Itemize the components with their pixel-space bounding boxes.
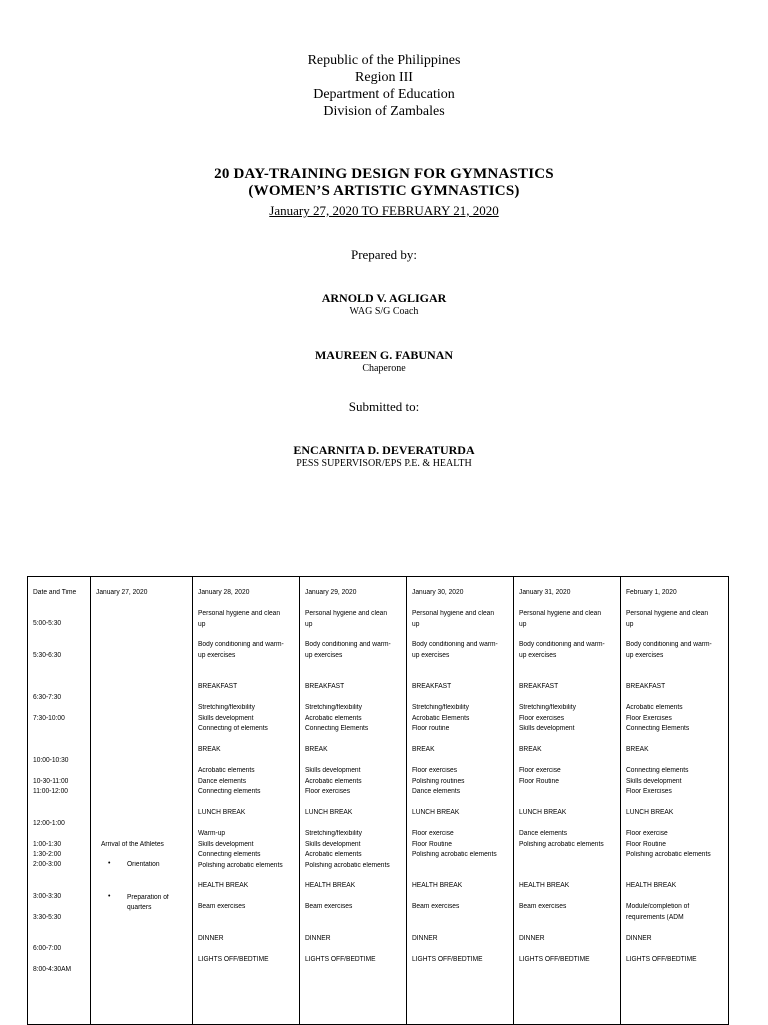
- late-afternoon-activity: Module/completion of: [626, 903, 690, 910]
- afternoon-activity: Floor exercise: [626, 830, 668, 837]
- day-date: January 31, 2020: [519, 589, 571, 596]
- day-column: [193, 577, 300, 1025]
- preparer-name-2: MAUREEN G. FABUNAN: [314, 348, 454, 362]
- morning-activity: Acrobatic elements: [305, 714, 362, 722]
- time-slot: 11:00-12:00: [33, 788, 69, 795]
- morning-activity: Connecting Elements: [626, 725, 690, 732]
- lunch-label: LUNCH BREAK: [626, 809, 674, 816]
- break-label: BREAK: [305, 746, 328, 753]
- afternoon-activity: Stretching/flexibility: [305, 830, 362, 837]
- arrival-text: Arrival of the Athletes: [101, 841, 164, 848]
- preparer-role-1: WAG S/G Coach: [349, 306, 419, 317]
- lights-off-label: LIGHTS OFF/BEDTIME: [626, 956, 697, 963]
- late-morning-activity: Floor exercise: [519, 767, 561, 774]
- document-subtitle: (WOMEN’S ARTISTIC GYMNASTICS): [248, 183, 520, 199]
- afternoon-activity: Skills development: [305, 840, 361, 848]
- supervisor-role: PESS SUPERVISOR/EPS P.E. & HEALTH: [296, 458, 472, 469]
- day-date: January 27, 2020: [96, 589, 148, 596]
- late-morning-activity: Floor exercises: [305, 788, 351, 795]
- break-label: BREAK: [412, 746, 435, 753]
- time-slot: 12:00-1:00: [33, 820, 65, 827]
- morning-activity: Floor exercises: [519, 714, 565, 722]
- afternoon-activity: Connecting elements: [198, 851, 261, 858]
- break-label: BREAK: [626, 746, 649, 753]
- time-slot: 2:00-3:00: [33, 861, 62, 868]
- day-column-jan27: [91, 577, 193, 1025]
- preparer-role-2: Chaperone: [362, 363, 406, 374]
- breakfast-label: BREAKFAST: [412, 683, 452, 690]
- breakfast-label: BREAKFAST: [198, 683, 238, 690]
- late-afternoon-activity: requirements (ADM: [626, 913, 684, 921]
- hygiene-activity: Personal hygiene and clean up: [519, 610, 602, 628]
- lunch-label: LUNCH BREAK: [198, 809, 246, 816]
- time-slot: 1:00-1:30: [33, 841, 62, 848]
- day-column: [407, 577, 514, 1025]
- conditioning-activity: Body conditioning and warm-up exercises: [519, 641, 605, 659]
- time-slot: 5:30-6:30: [33, 652, 62, 659]
- time-column-header: Date and Time: [33, 589, 77, 596]
- dinner-label: DINNER: [626, 935, 652, 942]
- day-column: [514, 577, 621, 1025]
- late-morning-activity: Polishing routines: [412, 777, 465, 785]
- lights-off-label: LIGHTS OFF/BEDTIME: [519, 956, 590, 963]
- morning-activity: Acrobatic Elements: [412, 714, 470, 722]
- afternoon-activity: Floor Routine: [412, 840, 452, 848]
- late-morning-activity: Connecting elements: [626, 767, 689, 774]
- conditioning-activity: Body conditioning and warm-up exercises: [198, 641, 284, 659]
- late-morning-activity: Acrobatic elements: [305, 777, 362, 785]
- afternoon-activity: Polishing acrobatic elements: [305, 861, 390, 869]
- day-date: January 28, 2020: [198, 589, 250, 596]
- lunch-label: LUNCH BREAK: [412, 809, 460, 816]
- time-slot: 8:00-4:30AM: [33, 966, 72, 973]
- prepared-by-label: Prepared by:: [350, 247, 418, 262]
- afternoon-activity: Polishing acrobatic elements: [198, 861, 283, 869]
- late-morning-activity: Acrobatic elements: [198, 767, 255, 774]
- arrival-item: Orientation: [127, 861, 160, 868]
- late-afternoon-activity: Beam exercises: [305, 903, 353, 910]
- training-dates: January 27, 2020 TO FEBRUARY 21, 2020: [269, 203, 499, 218]
- afternoon-activity: Warm-up: [198, 830, 226, 837]
- health-break-label: HEALTH BREAK: [305, 882, 356, 889]
- hygiene-activity: Personal hygiene and clean up: [626, 610, 709, 628]
- conditioning-activity: Body conditioning and warm-up exercises: [305, 641, 391, 659]
- day-date: January 30, 2020: [412, 589, 464, 596]
- late-morning-activity: Floor Routine: [519, 777, 559, 785]
- late-morning-activity: Floor Exercises: [626, 788, 672, 795]
- hygiene-activity: Personal hygiene and clean up: [412, 610, 495, 628]
- day-column: [300, 577, 407, 1025]
- late-morning-activity: Connecting elements: [198, 788, 261, 795]
- day-date: February 1, 2020: [626, 589, 677, 596]
- morning-activity: Stretching/flexibility: [198, 704, 255, 711]
- conditioning-activity: Body conditioning and warm-up exercises: [626, 641, 712, 659]
- late-afternoon-activity: Beam exercises: [198, 903, 246, 910]
- day-column: [621, 577, 729, 1025]
- time-slot: 3:00-3:30: [33, 893, 62, 900]
- preparer-name-1: ARNOLD V. AGLIGAR: [321, 291, 447, 305]
- morning-activity: Connecting Elements: [305, 725, 369, 732]
- late-afternoon-activity: Beam exercises: [519, 903, 567, 910]
- header-line-division: Division of Zambales: [323, 104, 445, 119]
- afternoon-activity: Acrobatic elements: [305, 851, 362, 858]
- dinner-label: DINNER: [519, 935, 545, 942]
- late-afternoon-activity: Beam exercises: [412, 903, 460, 910]
- morning-activity: Stretching/flexibility: [305, 704, 362, 711]
- day-date: January 29, 2020: [305, 589, 357, 596]
- afternoon-activity: Skills development: [198, 840, 254, 848]
- time-slot: 6:00-7:00: [33, 945, 62, 952]
- late-morning-activity: Floor exercises: [412, 767, 458, 774]
- bullet-icon: •: [108, 893, 111, 900]
- time-slot: 3:30-5:30: [33, 914, 62, 921]
- breakfast-label: BREAKFAST: [626, 683, 666, 690]
- document-title: 20 DAY-TRAINING DESIGN FOR GYMNASTICS: [214, 166, 554, 182]
- dinner-label: DINNER: [198, 935, 224, 942]
- break-label: BREAK: [198, 746, 221, 753]
- time-slot: 5:00-5:30: [33, 620, 62, 627]
- morning-activity: Acrobatic elements: [626, 704, 683, 711]
- header-line-region: Region III: [355, 70, 413, 85]
- afternoon-activity: Dance elements: [519, 830, 568, 837]
- lunch-label: LUNCH BREAK: [305, 809, 353, 816]
- morning-activity: Skills development: [198, 714, 254, 722]
- header-line-republic: Republic of the Philippines: [307, 53, 461, 68]
- health-break-label: HEALTH BREAK: [198, 882, 249, 889]
- hygiene-activity: Personal hygiene and clean up: [198, 610, 281, 628]
- late-morning-activity: Dance elements: [412, 788, 461, 795]
- afternoon-activity: Polishing acrobatic elements: [519, 840, 604, 848]
- afternoon-activity: Polishing acrobatic elements: [412, 851, 497, 858]
- time-slot: 10:00-10:30: [33, 757, 69, 764]
- conditioning-activity: Body conditioning and warm-up exercises: [412, 641, 498, 659]
- submitted-to-label: Submitted to:: [348, 399, 420, 414]
- dinner-label: DINNER: [412, 935, 438, 942]
- time-column: [28, 577, 91, 1025]
- arrival-item: quarters: [127, 904, 152, 911]
- late-morning-activity: Skills development: [305, 767, 361, 774]
- afternoon-activity: Polishing acrobatic elements: [626, 851, 711, 858]
- morning-activity: Skills development: [519, 725, 575, 732]
- morning-activity: Connecting of elements: [198, 725, 268, 732]
- time-slot: 1:30-2:00: [33, 851, 62, 858]
- time-slot: 7:30-10:00: [33, 715, 65, 722]
- health-break-label: HEALTH BREAK: [519, 882, 570, 889]
- lights-off-label: LIGHTS OFF/BEDTIME: [305, 956, 376, 963]
- hygiene-activity: Personal hygiene and clean up: [305, 610, 388, 628]
- bullet-icon: •: [108, 860, 111, 867]
- late-morning-activity: Dance elements: [198, 777, 247, 785]
- health-break-label: HEALTH BREAK: [412, 882, 463, 889]
- header-line-department: Department of Education: [313, 87, 455, 102]
- lights-off-label: LIGHTS OFF/BEDTIME: [198, 956, 269, 963]
- morning-activity: Floor routine: [412, 725, 450, 732]
- afternoon-activity: Floor Routine: [626, 840, 666, 848]
- supervisor-name: ENCARNITA D. DEVERATURDA: [293, 443, 475, 457]
- lunch-label: LUNCH BREAK: [519, 809, 567, 816]
- morning-activity: Stretching/flexibility: [519, 704, 576, 711]
- training-schedule-table: [27, 576, 729, 1025]
- dinner-label: DINNER: [305, 935, 331, 942]
- late-morning-activity: Skills development: [626, 777, 682, 785]
- breakfast-label: BREAKFAST: [305, 683, 345, 690]
- afternoon-activity: Floor exercise: [412, 830, 454, 837]
- morning-activity: Floor Exercises: [626, 714, 672, 722]
- lights-off-label: LIGHTS OFF/BEDTIME: [412, 956, 483, 963]
- time-slot: 6:30-7:30: [33, 694, 62, 701]
- break-label: BREAK: [519, 746, 542, 753]
- breakfast-label: BREAKFAST: [519, 683, 559, 690]
- arrival-item: Preparation of: [127, 894, 169, 901]
- morning-activity: Stretching/flexibility: [412, 704, 469, 711]
- health-break-label: HEALTH BREAK: [626, 882, 677, 889]
- time-slot: 10-30-11:00: [33, 778, 69, 785]
